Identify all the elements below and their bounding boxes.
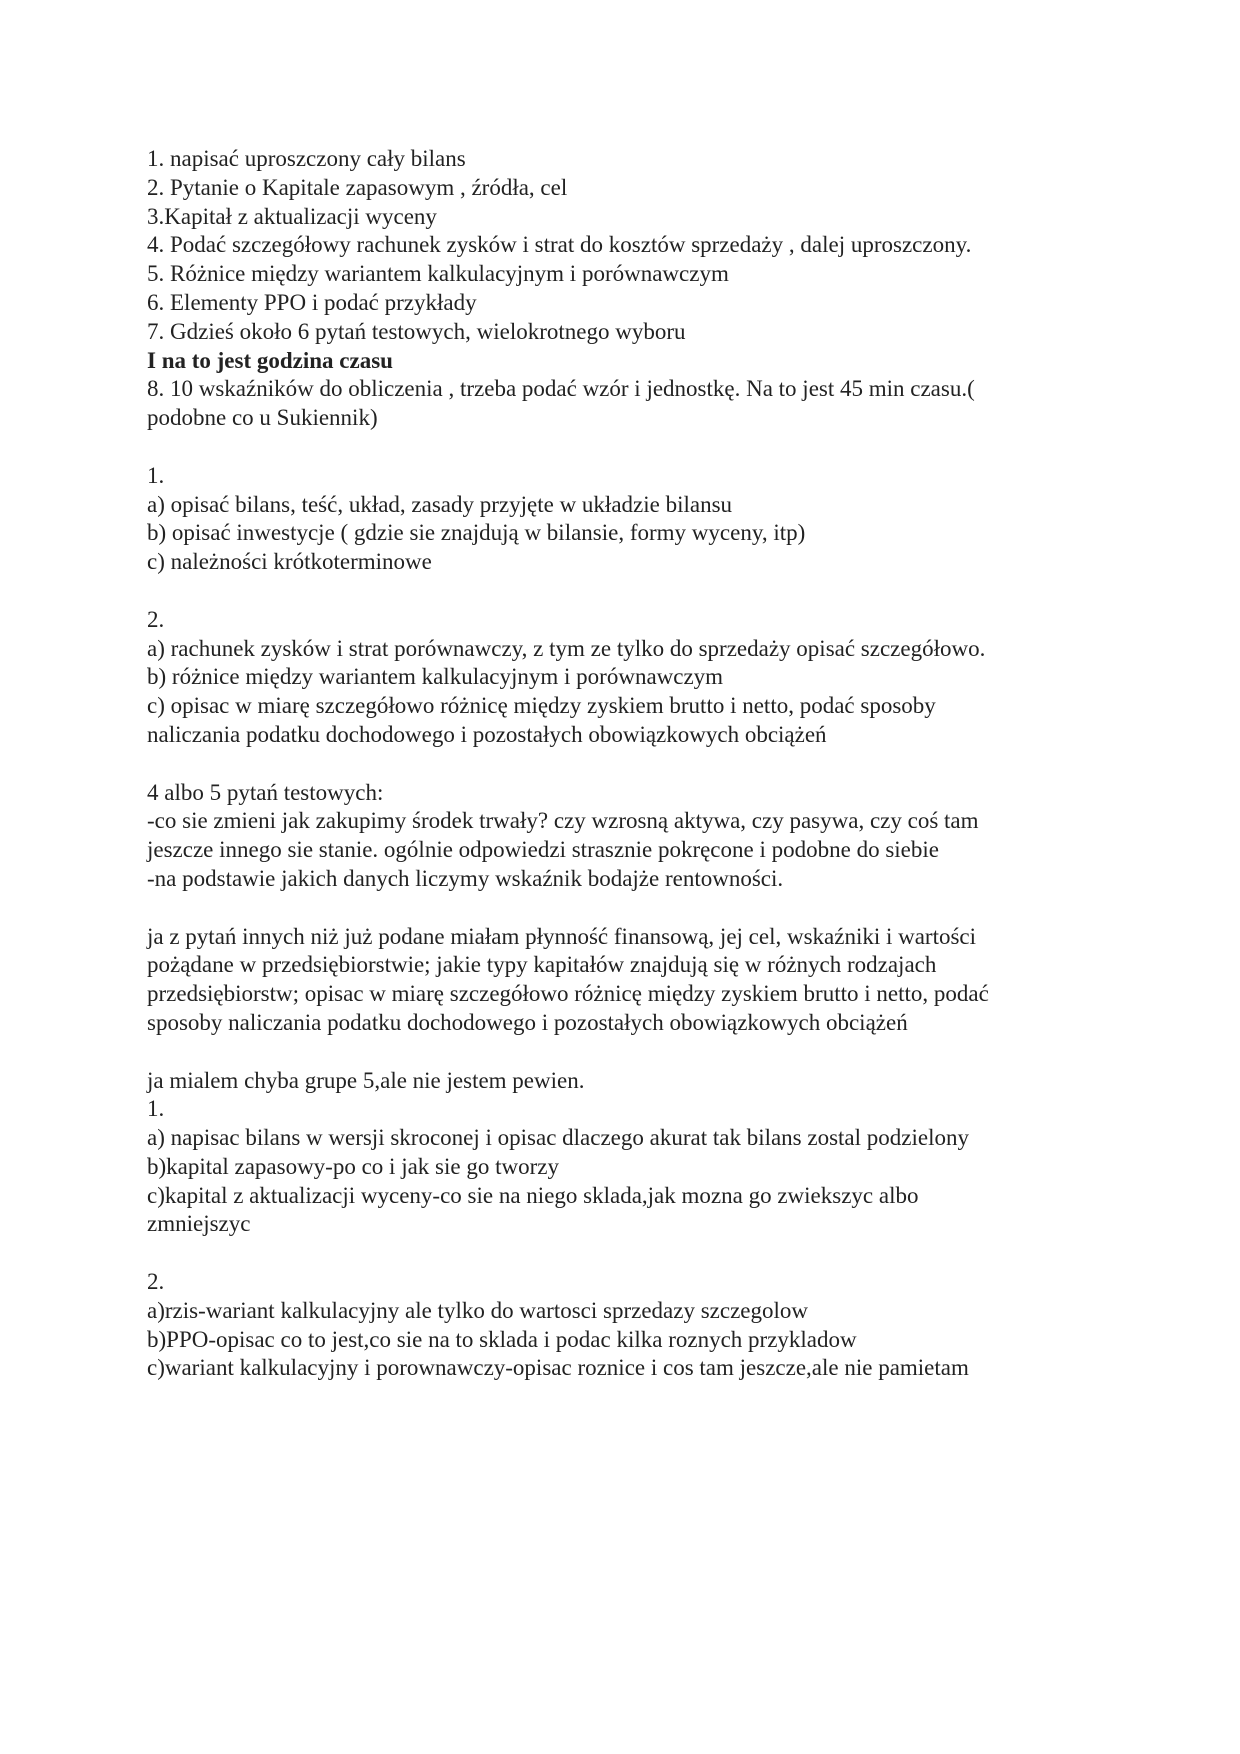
text-block <box>147 606 1147 750</box>
text-line: c) opisac w miarę szczegółowo różnicę między zyskiem brutto i netto, podać sposoby <box>147 693 936 719</box>
text-block <box>147 1067 1147 1240</box>
paragraph-gap <box>147 1038 1147 1067</box>
text-line: -co sie zmieni jak zakupimy środek trwały? czy wzrosną aktywa, czy pasywa, czy coś tam <box>147 808 979 834</box>
text-line: 8. 10 wskaźników do obliczenia , trzeba podać wzór i jednostkę. Na to jest 45 min czasu.( <box>147 376 975 402</box>
paragraph-gap <box>147 894 1147 923</box>
text-block <box>147 923 1147 1038</box>
document-page <box>147 145 1147 1383</box>
text-line: a) opisać bilans, teść, układ, zasady przyjęte w układzie bilansu <box>147 491 733 517</box>
text-line: 2. <box>147 606 165 632</box>
text-line: c) należności krótkoterminowe <box>147 549 432 575</box>
text-line: 1. <box>147 1096 165 1122</box>
text-block <box>147 145 1147 433</box>
text-line: a) napisac bilans w wersji skroconej i opisac dlaczego akurat tak bilans zostal podzielony <box>147 1125 969 1151</box>
text-line: naliczania podatku dochodowego i pozostałych obowiązkowych obciążeń <box>147 721 827 747</box>
paragraph-gap <box>147 1239 1147 1268</box>
text-line: 7. Gdzieś około 6 pytań testowych, wielokrotnego wyboru <box>147 318 686 344</box>
text-line: 5. Różnice między wariantem kalkulacyjnym i porównawczym <box>147 261 729 287</box>
text-line: 4 albo 5 pytań testowych: <box>147 779 384 805</box>
text-line: pożądane w przedsiębiorstwie; jakie typy kapitałów znajdują się w różnych rodzajach <box>147 952 937 978</box>
text-line: sposoby naliczania podatku dochodowego i pozostałych obowiązkowych obciążeń <box>147 1009 908 1035</box>
text-line: 4. Podać szczegółowy rachunek zysków i strat do kosztów sprzedaży , dalej uproszczony. <box>147 232 972 258</box>
text-line: ja z pytań innych niż już podane miałam płynność finansową, jej cel, wskaźniki i wartości <box>147 923 977 949</box>
text-line: c)kapital z aktualizacji wyceny-co sie na niego sklada,jak mozna go zwiekszyc albo <box>147 1182 919 1208</box>
text-block <box>147 779 1147 894</box>
text-line: 1. napisać uproszczony cały bilans <box>147 146 466 171</box>
paragraph-gap <box>147 577 1147 606</box>
text-line: b)PPO-opisac co to jest,co sie na to sklada i podac kilka roznych przykladow <box>147 1326 857 1352</box>
text-line: zmniejszyc <box>147 1211 251 1237</box>
text-line: a) rachunek zysków i strat porównawczy, z tym ze tylko do sprzedaży opisać szczegółowo. <box>147 635 986 661</box>
text-line: b) różnice między wariantem kalkulacyjnym i porównawczym <box>147 664 724 690</box>
text-line: jeszcze innego sie stanie. ogólnie odpowiedzi strasznie pokręcone i podobne do siebie <box>147 837 939 863</box>
text-line: 6. Elementy PPO i podać przykłady <box>147 289 477 315</box>
text-line: 1. <box>147 462 165 488</box>
text-line: I na to jest godzina czasu <box>147 347 393 373</box>
text-line: 3.Kapitał z aktualizacji wyceny <box>147 203 437 229</box>
text-line: przedsiębiorstw; opisac w miarę szczegółowo różnicę między zyskiem brutto i netto, podać <box>147 981 989 1007</box>
text-line: 2. <box>147 1269 165 1295</box>
text-line: 2. Pytanie o Kapitale zapasowym , źródła, cel <box>147 174 568 200</box>
text-block <box>147 1268 1147 1383</box>
text-line: ja mialem chyba grupe 5,ale nie jestem pewien. <box>147 1067 585 1093</box>
text-line: podobne co u Sukiennik) <box>147 405 378 431</box>
text-line: a)rzis-wariant kalkulacyjny ale tylko do wartosci sprzedazy szczegolow <box>147 1297 808 1323</box>
text-line: b)kapital zapasowy-po co i jak sie go tworzy <box>147 1153 559 1179</box>
text-line: c)wariant kalkulacyjny i porownawczy-opisac roznice i cos tam jeszcze,ale nie pamietam <box>147 1355 969 1381</box>
text-line: b) opisać inwestycje ( gdzie sie znajdują w bilansie, formy wyceny, itp) <box>147 520 806 546</box>
text-block <box>147 462 1147 577</box>
paragraph-gap <box>147 750 1147 779</box>
text-line: -na podstawie jakich danych liczymy wskaźnik bodajże rentowności. <box>147 865 784 891</box>
paragraph-gap <box>147 433 1147 462</box>
